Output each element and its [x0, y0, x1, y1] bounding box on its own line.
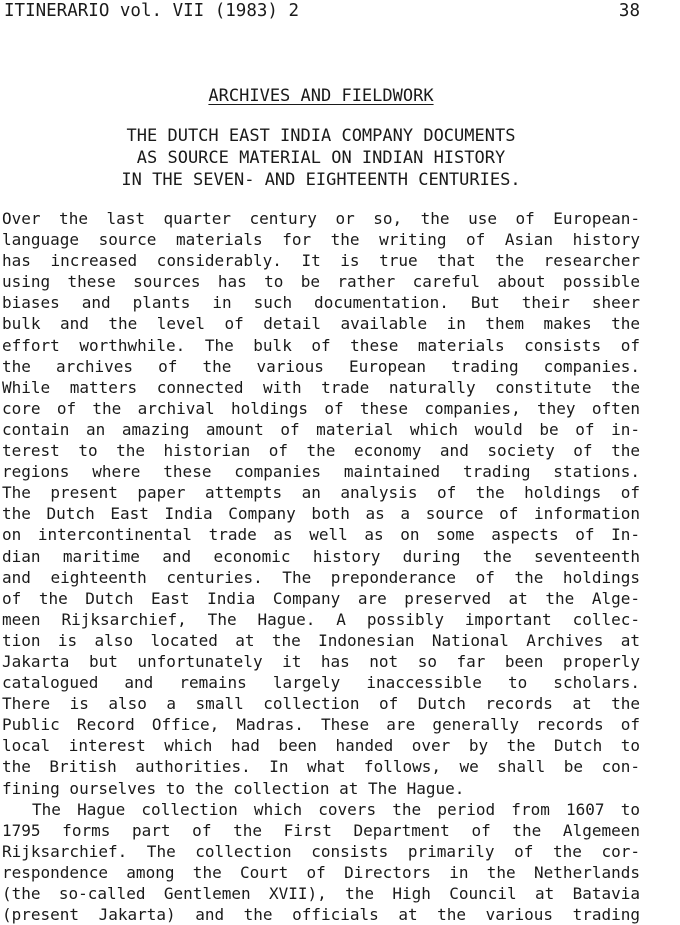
body-line: (present Jakarta) and the officials at the various trading — [2, 905, 640, 925]
article-title-line: THE DUTCH EAST INDIA COMPANY DOCUMENTS — [126, 126, 516, 146]
body-line: The present paper attempts an analysis of the holdings of — [2, 483, 640, 503]
body-line: catalogued and remains largely inaccessible to scholars. — [2, 673, 640, 693]
article-title — [0, 125, 642, 191]
body-line: bulk and the level of detail available in them makes the — [2, 314, 640, 334]
body-line: biases and plants in such documentation. But their sheer — [2, 293, 640, 313]
article-title-line: IN THE SEVEN- AND EIGHTEENTH CENTURIES. — [121, 170, 521, 190]
body-line: the Dutch East India Company both as a source of information — [2, 504, 640, 524]
body-line: using these sources has to be rather careful about possible — [2, 272, 640, 292]
body-line: Public Record Office, Madras. These are generally records of — [2, 715, 640, 735]
body-line: the archives of the various European trading companies. — [2, 356, 640, 376]
body-line: the British authorities. In what follows, we shall be con- — [2, 757, 640, 777]
body-line: Over the last quarter century or so, the use of European- — [2, 209, 640, 228]
article-title-line: AS SOURCE MATERIAL ON INDIAN HISTORY — [136, 148, 506, 168]
body-line: regions where these companies maintained trading stations. — [2, 462, 640, 482]
body-line: and eighteenth centuries. The preponderance of the holdings — [2, 567, 640, 587]
body-line: There is also a small collection of Dutch records at the — [2, 694, 640, 714]
body-line: 1795 forms part of the First Department of the Algemeen — [2, 820, 640, 840]
body-line: While matters connected with trade naturally constitute the — [2, 377, 640, 397]
body-line: language source materials for the writing of Asian history — [2, 230, 640, 250]
body-line: meen Rijksarchief, The Hague. A possibly important collec- — [2, 609, 640, 629]
body-line: on intercontinental trade as well as on some aspects of In- — [2, 525, 640, 545]
body-line: tion is also located at the Indonesian National Archives at — [2, 630, 640, 650]
body-line: Jakarta but unfortunately it has not so far been properly — [2, 651, 640, 671]
body-line: (the so-called Gentlemen XVII), the High Council at Batavia — [2, 884, 640, 903]
body-line: contain an amazing amount of material which would be of in- — [2, 419, 640, 439]
body-line: terest to the historian of the economy and society of the — [2, 441, 640, 461]
body-line: respondence among the Court of Directors in the Netherlands — [2, 862, 640, 882]
body-line: fining ourselves to the collection at The Hague. — [2, 778, 465, 798]
body-line: effort worthwhile. The bulk of these materials consists of — [2, 335, 640, 355]
body-line: dian maritime and economic history during the seventeenth — [2, 546, 640, 566]
running-head: ITINERARIO vol. VII (1983) 2 — [4, 1, 300, 21]
page-number: 38 — [618, 1, 640, 21]
body-line: has increased considerably. It is true that the researcher — [2, 251, 640, 271]
section-heading-text: ARCHIVES AND FIELDWORK — [208, 86, 434, 106]
body-line: core of the archival holdings of these companies, they often — [2, 398, 640, 418]
body-line: local interest which had been handed over by the Dutch to — [2, 736, 640, 756]
body-line: The Hague collection which covers the period from 1607 to — [32, 799, 640, 819]
article-body — [2, 208, 640, 925]
body-line: of the Dutch East India Company are preserved at the Alge- — [2, 588, 640, 608]
section-heading — [0, 85, 642, 107]
body-line: Rijksarchief. The collection consists primarily of the cor- — [2, 841, 640, 861]
